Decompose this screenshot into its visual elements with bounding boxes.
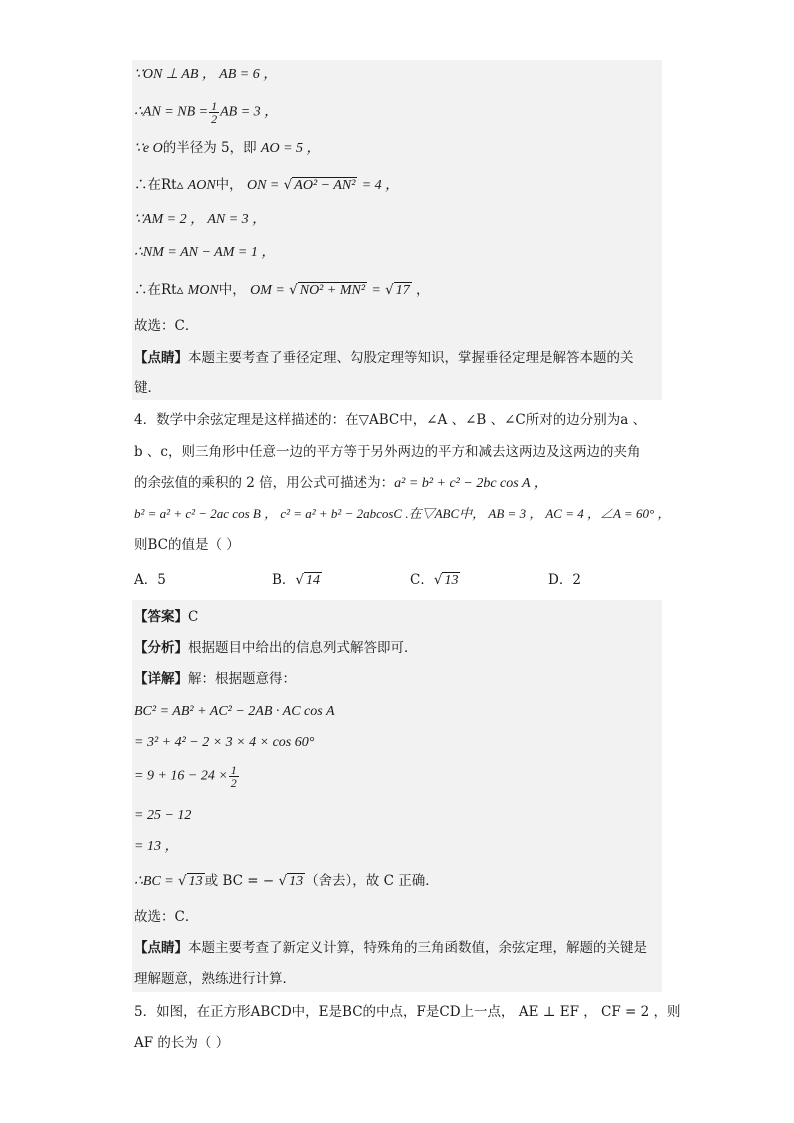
- calc-text: = 9 + 16 − 24 ×: [134, 768, 228, 784]
- option-label: B．: [272, 572, 296, 588]
- option-b[interactable]: B．√ 14: [272, 572, 321, 588]
- step-text: 中，: [218, 282, 246, 298]
- step-line-1: ∵ON ⊥ AB ， AB = 6 ，: [134, 67, 278, 82]
- comment-text: 本题主要考查了新定义计算，特殊角的三角函数值，余弦定理，解题的关键是: [188, 940, 647, 956]
- calc-text: （舍去），故 C 正确．: [305, 873, 439, 889]
- step-text: ，: [411, 282, 430, 298]
- select-line: 故选：C．: [134, 318, 199, 334]
- calc-line-5: = 13 ，: [134, 839, 179, 854]
- step-text: 的半径为 5，即: [162, 140, 257, 156]
- calc-line-3: [134, 764, 240, 789]
- calc-line-2: = 3² + 4² − 2 × 3 × 4 × cos 60°: [134, 735, 315, 750]
- option-c[interactable]: C．√ 13: [410, 572, 459, 588]
- fraction-denominator: 2: [211, 112, 218, 126]
- sqrt-radicand: AO² − AN²: [294, 178, 356, 193]
- comment-tag: 【点睛】: [134, 940, 188, 956]
- detail-text: 解：根据题意得：: [188, 671, 296, 687]
- calc-text: ∴BC =: [134, 874, 174, 889]
- formula: a² = b² + c² − 2bc cos A ，: [394, 476, 548, 491]
- fraction-denominator: 2: [230, 776, 237, 790]
- q4-line-3: [134, 473, 548, 494]
- analysis-tag: 【分析】: [134, 640, 188, 656]
- shaded-block-answer: [132, 600, 662, 992]
- comment-line-q4-2: 理解题意，熟练进行计算．: [134, 971, 296, 987]
- fraction: [209, 100, 219, 125]
- option-a[interactable]: A．5: [134, 572, 166, 588]
- formula: b² = a² + c² − 2ac cos B ， c² = a² + b² − 2abcosC: [134, 506, 403, 521]
- step-line-5: ∵AM = 2 ， AN = 3 ，: [134, 212, 267, 227]
- fraction: [229, 764, 239, 789]
- step-text: ∴在Rt▵: [134, 282, 184, 298]
- calc-text: 或 BC = −: [204, 873, 275, 889]
- select-line-q4: 故选：C．: [134, 909, 199, 925]
- step-line-6: ∴NM = AN − AM = 1 ，: [134, 245, 276, 260]
- sqrt-radicand: 13: [188, 874, 203, 889]
- sqrt-radicand: NO² + MN²: [299, 283, 366, 298]
- calc-line-4: = 25 − 12: [134, 808, 192, 823]
- fraction-numerator: 1: [230, 763, 237, 777]
- comment-tag: 【点睛】: [134, 350, 188, 366]
- step-text: ∴在Rt▵: [134, 177, 184, 193]
- comment-line-1: [134, 348, 634, 368]
- answer-line: [134, 607, 198, 627]
- analysis-text: 根据题目中给出的信息列式解答即可．: [188, 640, 418, 656]
- step-text: 中，: [215, 177, 243, 193]
- step-text: ∵e O: [134, 141, 163, 156]
- q4-text: 的余弦值的乘积的 2 倍，用公式可描述为：: [134, 475, 395, 491]
- q4-line-2: b 、c，则三角形中任意一边的平方等于另外两边的平方和减去这两边及这两边的夹角: [134, 444, 641, 460]
- options-row: [134, 570, 654, 590]
- option-d[interactable]: D．2: [548, 572, 581, 588]
- q5-line-2: AF 的长为（ ）: [134, 1035, 230, 1051]
- step-text: OM =: [250, 283, 285, 298]
- comment-text: 本题主要考查了垂径定理、勾股定理等知识，掌握垂径定理是解答本题的关: [188, 350, 634, 366]
- step-text: AB = 3 ，: [220, 104, 279, 120]
- step-text: MON: [187, 283, 219, 298]
- detail-tag: 【详解】: [134, 671, 188, 687]
- sqrt-radicand: 13: [444, 573, 459, 588]
- calc-line-1: BC² = AB² + AC² − 2AB · AC cos A: [134, 704, 335, 719]
- analysis-line: [134, 638, 418, 658]
- step-line-4: ∴在Rt▵ AON中， ON = √ AO² − AN² = 4 ，: [134, 177, 400, 193]
- step-text: AO = 5 ，: [260, 141, 321, 156]
- step-text: = 4 ，: [361, 178, 400, 193]
- comment-line-q4-1: [134, 938, 647, 958]
- sqrt-radicand: 13: [289, 874, 304, 889]
- calc-line-6: ∴BC = √ 13 或 BC = − √ 13 （舍去），故 C 正确．: [134, 873, 439, 889]
- option-label: C．: [410, 572, 434, 588]
- q4-line-4: [134, 504, 670, 524]
- detail-line: [134, 669, 296, 689]
- fraction-numerator: 1: [211, 99, 218, 113]
- sqrt-radicand: 14: [306, 573, 321, 588]
- answer-value: C: [188, 609, 199, 625]
- comment-line-2: 键．: [134, 380, 161, 396]
- q4-line-1: 4．数学中余弦定理是这样描述的：在▽ABC中，∠A 、∠B 、∠C所对的边分别为a 、: [134, 412, 647, 428]
- q4-line-5: 则BC的值是（ ）: [134, 537, 240, 553]
- answer-tag: 【答案】: [134, 609, 188, 625]
- step-text: AON: [187, 178, 216, 193]
- step-line-2: [134, 100, 278, 125]
- step-text: =: [371, 283, 381, 298]
- q5-line-1: 5．如图，在正方形ABCD中，E是BC的中点，F是CD上一点， AE ⊥ EF ， CF = 2 ，则: [134, 1004, 681, 1020]
- sqrt-radicand: 17: [395, 283, 410, 298]
- step-text: ∴AN = NB =: [134, 104, 209, 120]
- step-text: ON =: [246, 178, 280, 193]
- step-line-3: [134, 138, 321, 159]
- step-line-7: ∴在Rt▵ MON中， OM = √ NO² + MN² = √ 17 ，: [134, 282, 430, 298]
- q4-text: .在▽ABC中， AB = 3 ， AC = 4 ，∠A = 60° ，: [402, 506, 671, 521]
